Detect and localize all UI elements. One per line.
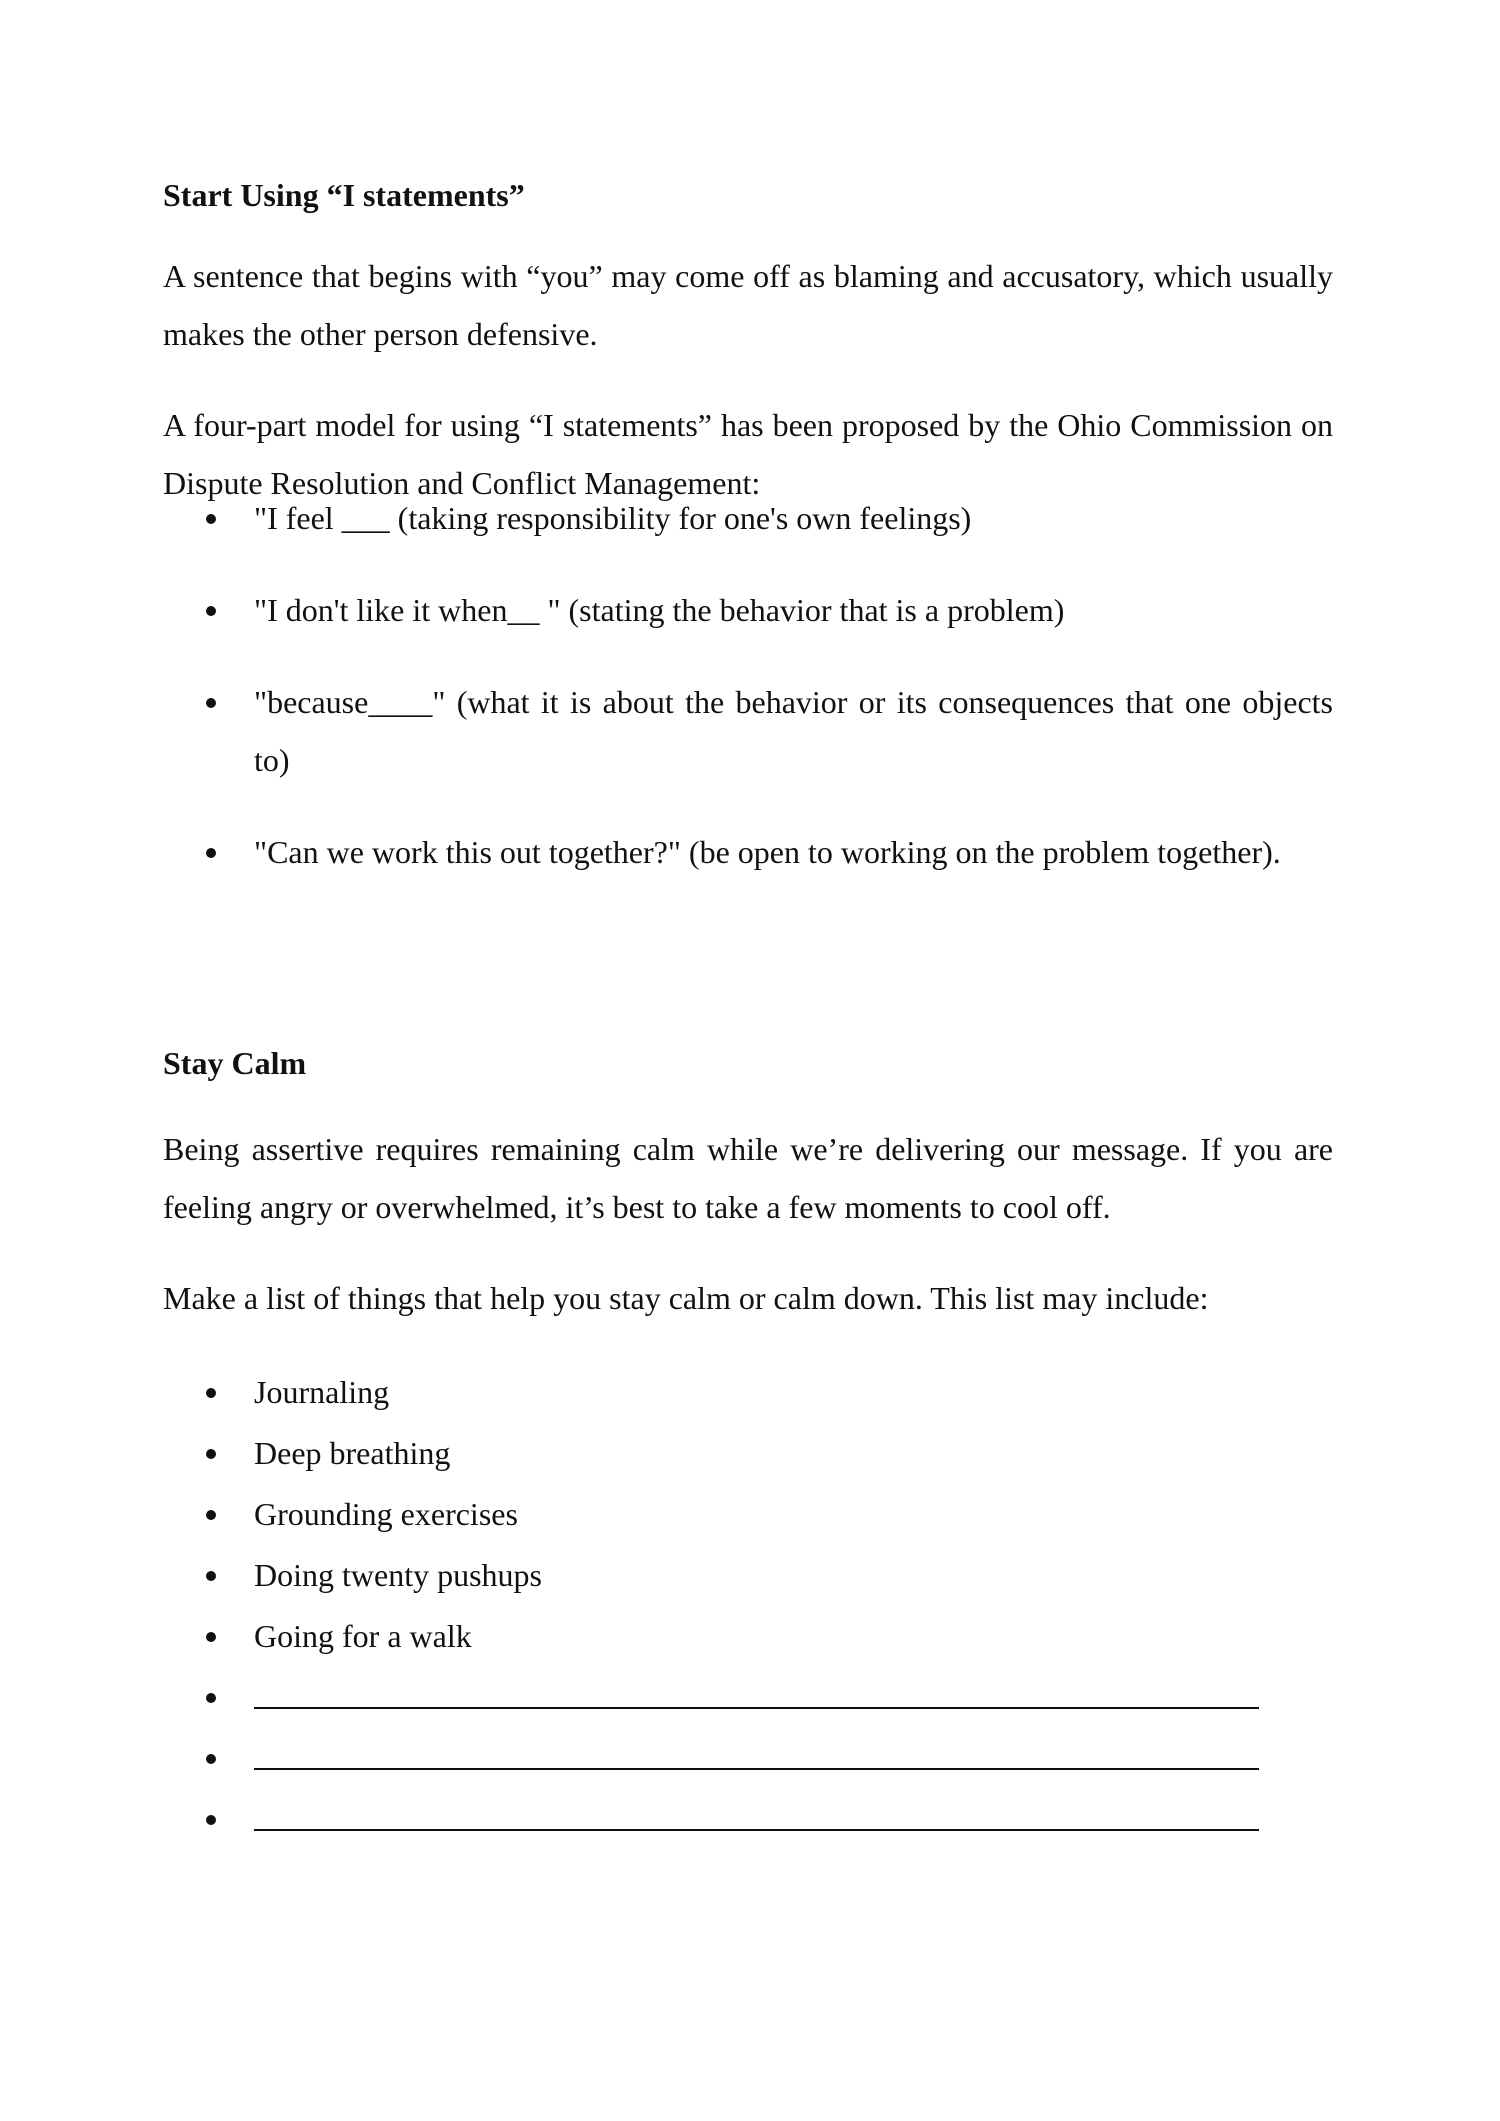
bullet-icon xyxy=(206,1815,216,1825)
blank-list-item xyxy=(163,1667,1333,1728)
list-item xyxy=(163,489,1333,547)
paragraph-four-part-model: A four-part model for using “I statements” has been proposed by the Ohio Commission on Dispute Resolution and Conflict Management: xyxy=(163,407,1333,501)
bullet-icon xyxy=(206,1693,216,1703)
list-item xyxy=(163,1484,1333,1545)
list-item xyxy=(163,1362,1333,1423)
fill-in-line[interactable] xyxy=(254,1707,1259,1709)
blank-list-item xyxy=(163,1789,1333,1850)
section-heading-stay-calm: Stay Calm xyxy=(163,1045,307,1081)
bullet-icon xyxy=(206,1754,216,1764)
bullet-icon xyxy=(206,1632,216,1642)
list-item xyxy=(163,581,1333,639)
blank-entry-list xyxy=(163,1667,1333,1850)
paragraph-make-a-list: Make a list of things that help you stay calm or calm down. This list may include: xyxy=(163,1280,1209,1316)
list-item-text: Grounding exercises xyxy=(254,1496,518,1532)
list-item-text: "I feel ___ (taking responsibility for one's own feelings) xyxy=(254,500,972,536)
four-part-model-list xyxy=(163,489,1333,915)
list-item xyxy=(163,823,1333,881)
list-item xyxy=(163,1423,1333,1484)
bullet-icon xyxy=(206,1571,216,1581)
bullet-icon xyxy=(206,1388,216,1398)
list-item-text: "because____" (what it is about the behavior or its consequences that one objects to) xyxy=(254,684,1333,778)
fill-in-line[interactable] xyxy=(254,1829,1259,1831)
list-item-text: "Can we work this out together?" (be open to working on the problem together). xyxy=(254,834,1281,870)
fill-in-line[interactable] xyxy=(254,1768,1259,1770)
bullet-icon xyxy=(206,514,216,524)
paragraph-remaining-calm: Being assertive requires remaining calm while we’re delivering our message. If you are feeling angry or overwhelmed, it’s best to take a few moments to cool off. xyxy=(163,1131,1333,1225)
bullet-icon xyxy=(206,848,216,858)
bullet-icon xyxy=(206,1510,216,1520)
list-item-text: Deep breathing xyxy=(254,1435,451,1471)
list-item xyxy=(163,1606,1333,1667)
list-item-text: Journaling xyxy=(254,1374,390,1410)
bullet-icon xyxy=(206,698,216,708)
bullet-icon xyxy=(206,606,216,616)
calm-activities-list xyxy=(163,1362,1333,1667)
list-item-text: Doing twenty pushups xyxy=(254,1557,542,1593)
list-item xyxy=(163,1545,1333,1606)
section-heading-i-statements: Start Using “I statements” xyxy=(163,177,525,213)
list-item-text: Going for a walk xyxy=(254,1618,472,1654)
blank-list-item xyxy=(163,1728,1333,1789)
paragraph-you-statements: A sentence that begins with “you” may come off as blaming and accusatory, which usually makes the other person defensive. xyxy=(163,258,1333,352)
list-item-text: "I don't like it when__ " (stating the behavior that is a problem) xyxy=(254,592,1065,628)
list-item xyxy=(163,673,1333,789)
bullet-icon xyxy=(206,1449,216,1459)
